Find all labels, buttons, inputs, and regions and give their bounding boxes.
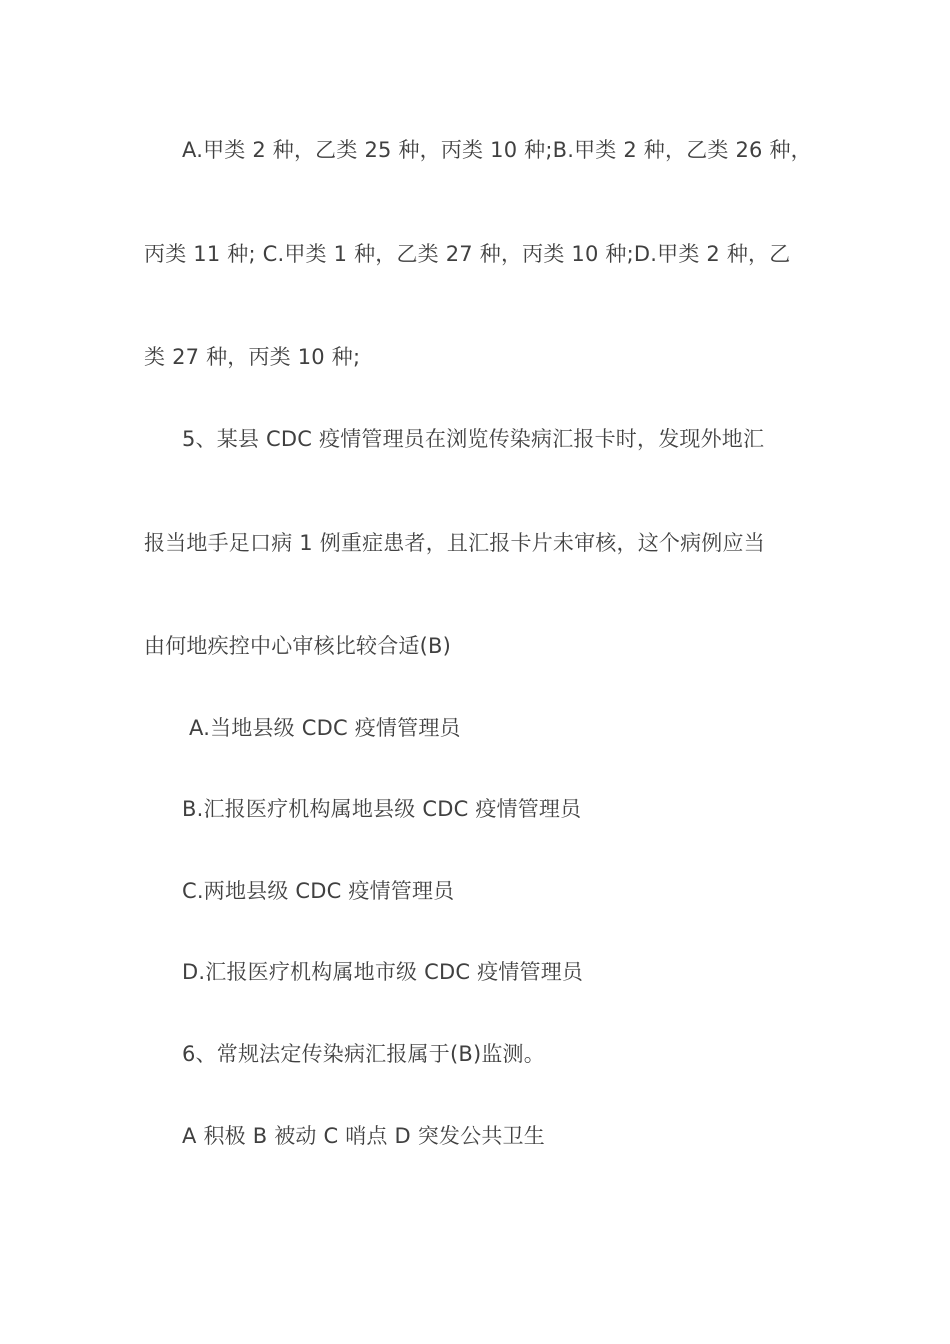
option-d: D.汇报医疗机构属地市级 CDC 疫情管理员: [182, 960, 584, 984]
text-line: 丙类 11 种; C.甲类 1 种，乙类 27 种，丙类 10 种;D.甲类 2 种，乙: [144, 242, 791, 266]
question-5-stem: 5、某县 CDC 疫情管理员在浏览传染病汇报卡时，发现外地汇: [182, 427, 765, 451]
text-line: 类 27 种，丙类 10 种;: [144, 345, 361, 369]
option-b: B.汇报医疗机构属地县级 CDC 疫情管理员: [182, 797, 582, 821]
question-6-stem: 6、常规法定传染病汇报属于(B)监测。: [182, 1042, 545, 1066]
text-line: 由何地疾控中心审核比较合适(B): [144, 634, 451, 658]
option-a: A.当地县级 CDC 疫情管理员: [189, 716, 461, 740]
option-c: C.两地县级 CDC 疫情管理员: [182, 879, 455, 903]
text-line: A.甲类 2 种，乙类 25 种，丙类 10 种;B.甲类 2 种，乙类 26 种，: [182, 138, 812, 162]
question-6-options: A 积极 B 被动 C 哨点 D 突发公共卫生: [182, 1124, 545, 1148]
text-line: 报当地手足口病 1 例重症患者，且汇报卡片未审核，这个病例应当: [144, 531, 765, 555]
